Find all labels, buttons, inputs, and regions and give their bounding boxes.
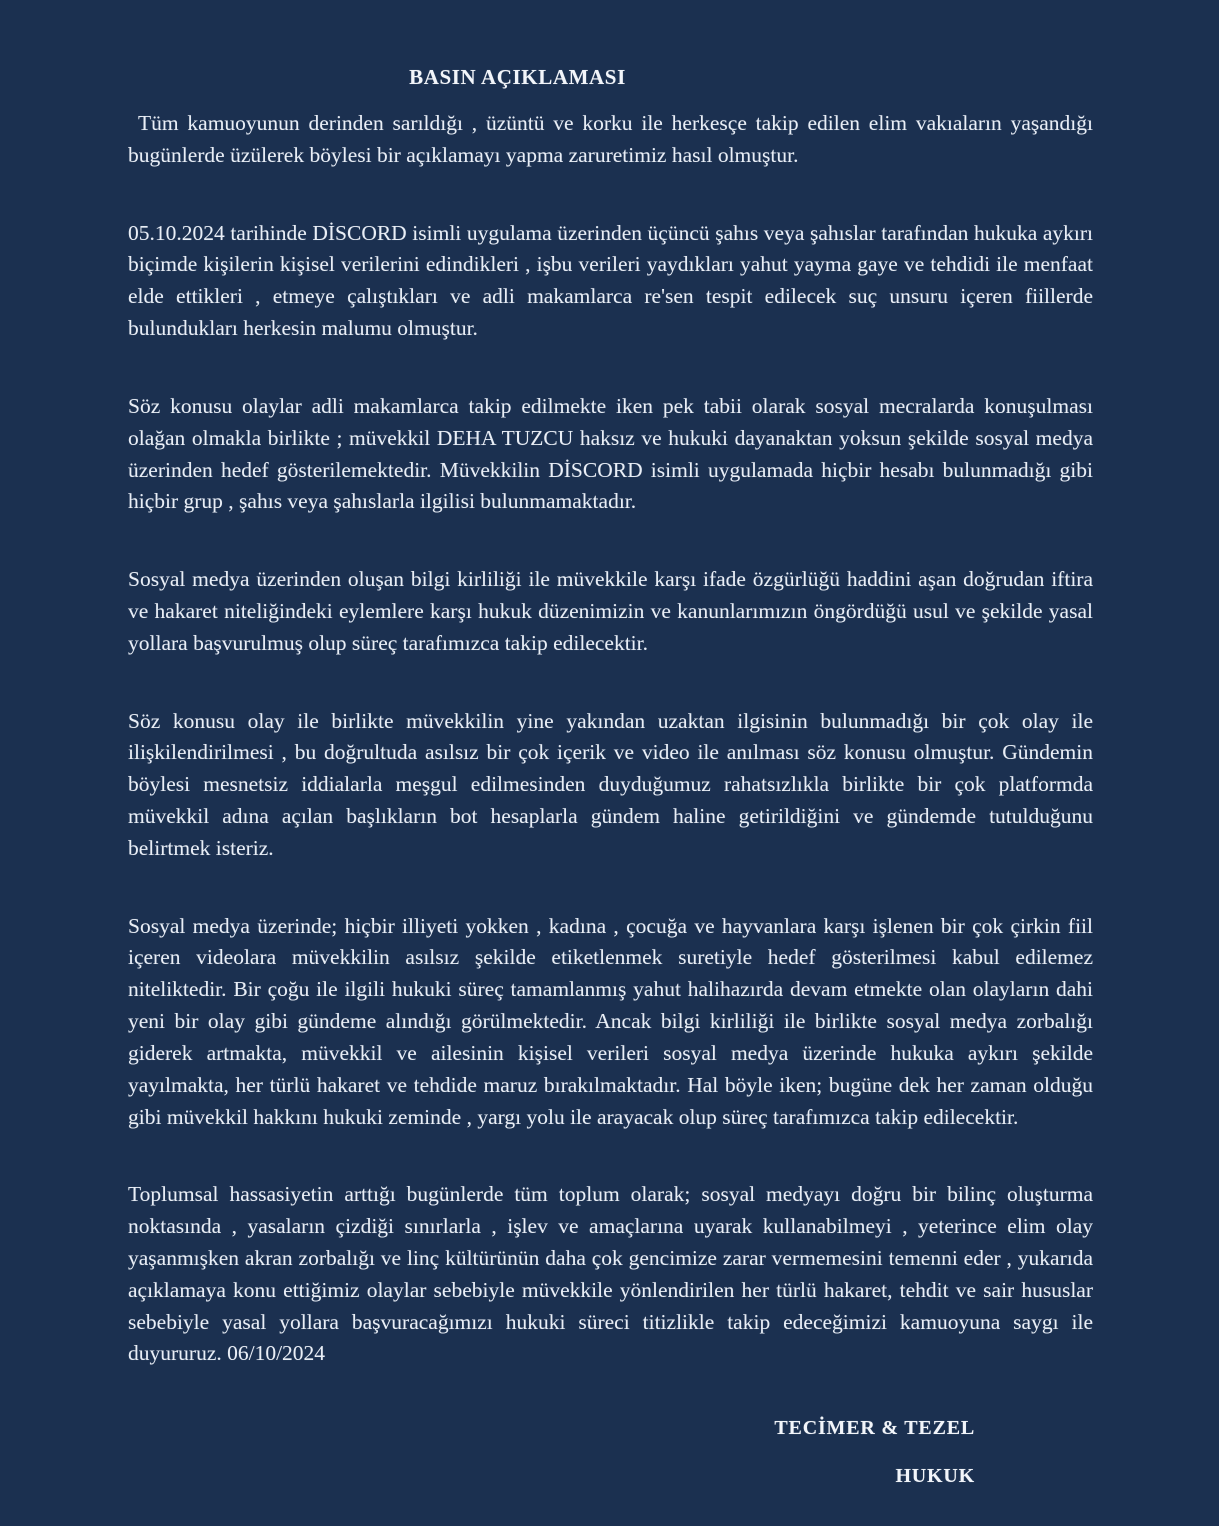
paragraph-client-statement: Söz konusu olaylar adli makamlarca takip edilmekte iken pek tabii olarak sosyal mecralarda konuşulması olağan olmakla birlikte ; müvekkil DEHA TUZCU haksız ve hukuki dayanaktan yoksun şekilde sosyal medya üzerinden hedef gösterilemektedir. Müvekkilin DİSCORD isimli uygulamada hiçbir hesabı bulunmadığı gibi hiçbir grup , şahıs veya şahıslarla ilgilisi bulunmamaktadır.: [128, 393, 1093, 514]
paragraph-intro: Tüm kamuoyunun derinden sarıldığı , üzüntü ve korku ile herkesçe takip edilen elim vakıaların yaşandığı bugünlerde üzülerek böylesi bir açıklamayı yapma zaruretimiz hasıl olmuştur.: [128, 111, 1093, 167]
signature-department: HUKUK: [895, 1465, 975, 1488]
page-title: BASIN AÇIKLAMASI: [409, 65, 626, 89]
paragraph-legal-action: Sosyal medya üzerinden oluşan bilgi kirliliği ile müvekkile karşı ifade özgürlüğü haddini aşan doğrudan iftira ve hakaret niteliğindeki eylemlere karşı hukuk düzenimizin ve kanunlarımızın öngördüğü usul ve şekilde yasal yollara başvurulmuş olup süreç tarafımızca takip edilecektir.: [128, 567, 1093, 655]
paragraph-closing: Toplumsal hassasiyetin arttığı bugünlerde tüm toplum olarak; sosyal medyayı doğru bir bilinç oluşturma noktasında , yasaların çizdiği sınırlarla , işlev ve amaçlarına uyarak kullanabilmeyi , yeterince elim olay yaşanmışken akran zorbalığı ve linç kültürünün daha çok gencimize zarar vermemesini temenni eder , yukarıda açıklamaya konu ettiğimiz olaylar sebebiyle müvekkile yönlendirilen her türlü hakaret, tehdit ve sair hususlar sebebiyle yasal yollara başvuracağımızı hukuki süreci titizlikle takip edeceğimizi kamuoyuna saygı ile duyururuz. 06/10/2024: [128, 1182, 1093, 1366]
paragraph-incident-date: 05.10.2024 tarihinde DİSCORD isimli uygulama üzerinden üçüncü şahıs veya şahıslar tarafından hukuka aykırı biçimde kişilerin kişisel verilerini edindikleri , işbu verileri yaydıkları yahut yayma gaye ve tehdidi ile menfaat elde ettikleri , etmeye çalıştıkları ve adli makamlarca re'sen tespit edilecek suç unsuru içeren fiillerde bulundukları herkesin malumu olmuştur.: [128, 220, 1093, 341]
signature-block: [128, 1418, 1093, 1486]
paragraph-social-media-abuse: Sosyal medya üzerinde; hiçbir illiyeti yokken , kadına , çocuğa ve hayvanlara karşı işlenen bir çok çirkin fiil içeren videolara müvekkilin asılsız şekilde etiketlenmek suretiyle hedef gösterilmesi kabul edilemez niteliktedir. Bir çoğu ile ilgili hukuki süreç tamamlanmış yahut halihazırda devam etmekte olan olayların dahi yeni bir olay gibi gündeme alındığı görülmektedir. Ancak bilgi kirliliği ile birlikte sosyal medya zorbalığı giderek artmakta, müvekkil ve ailesinin kişisel verileri sosyal medya üzerinde hukuka aykırı şekilde yayılmakta, her türlü hakaret ve tehdide maruz bırakılmaktadır. Hal böyle iken; bugüne dek her zaman olduğu gibi müvekkil hakkını hukuki zeminde , yargı yolu ile arayacak olup süreç tarafımızca takip edilecektir.: [128, 913, 1093, 1129]
paragraph-false-association: Söz konusu olay ile birlikte müvekkilin yine yakından uzaktan ilgisinin bulunmadığı bir çok olay ile ilişkilendirilmesi , bu doğrultuda asılsız bir çok içerik ve video ile anılması söz konusu olmuştur. Gündemin böylesi mesnetsiz iddialarla meşgul edilmesinden duyduğumuz rahatsızlıkla birlikte bir çok platformda müvekkil adına açılan başlıkların bot hesaplarla gündem haline getirildiğini ve gündemde tutulduğunu belirtmek isteriz.: [128, 708, 1093, 860]
signature-firm-name: TECİMER & TEZEL: [774, 1417, 975, 1440]
document-body: [128, 108, 1093, 1370]
